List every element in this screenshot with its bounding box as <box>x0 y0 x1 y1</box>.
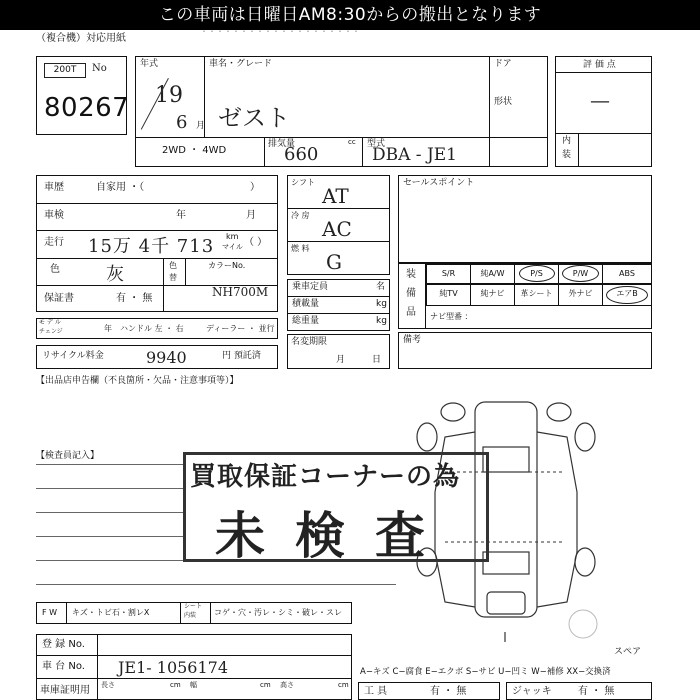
lot-tag: 200T <box>44 63 86 78</box>
pickup-notice-banner: この車両は日曜日AM8:30からの搬出となります <box>0 0 700 30</box>
recycle-unit: 円 預託済 <box>222 351 261 361</box>
equip-sr: S/R <box>426 264 471 284</box>
color-code-value: NH700M <box>212 285 269 299</box>
rear-window <box>483 552 529 574</box>
year-value: 19 <box>155 83 183 108</box>
model-value: DBA - JE1 <box>372 145 457 165</box>
equip-power-steering: P/S <box>514 264 559 284</box>
front-left-wheel <box>441 403 465 421</box>
score-label: 評 価 点 <box>583 60 616 70</box>
chassis-label: 車 台 No. <box>42 661 85 672</box>
car-name-label: 車名・グレード <box>209 59 273 69</box>
capacity-unit-0: 名 <box>376 282 386 292</box>
circle-mark-power-window <box>562 265 599 282</box>
model-change-label-1: モ デ ル <box>39 319 61 326</box>
seat-label-2: 内装 <box>184 612 197 619</box>
equip-alloy-wheel: 純A/W <box>470 264 515 284</box>
faded-header-text: ・・・・・・・・・・・・・・・・・・・・ <box>200 27 360 36</box>
warranty-value: 有 ・ 無 <box>116 293 153 304</box>
name-change-month: 月 <box>336 355 346 365</box>
capacity-unit-1: kg <box>376 299 387 309</box>
form-type-label: （複合機）対応用紙 <box>36 33 126 44</box>
dealer-notes-label: 【出品店申告欄（不良箇所・欠品・注意事項等）】 <box>36 376 239 386</box>
jack-value: 有 ・ 無 <box>578 686 615 697</box>
aircon-label: 冷 房 <box>291 211 310 220</box>
history-close: ） <box>250 182 260 193</box>
displacement-unit: cc <box>348 138 356 146</box>
equipment-label-3: 品 <box>406 307 416 318</box>
cert-length-unit: cm <box>170 681 181 689</box>
displacement-label: 排気量 <box>268 139 296 149</box>
cert-length-label: 長さ <box>101 681 115 689</box>
equip-navi: 純ナビ <box>470 284 515 306</box>
history-value: 自家用 ・（ <box>96 182 145 193</box>
nav-model-label: ナビ型番 ： <box>430 312 473 321</box>
inspection-year: 年 <box>176 210 186 221</box>
fuel-label: 燃 料 <box>291 244 310 253</box>
fw-label: F W <box>42 608 58 617</box>
door-label: ドア <box>494 59 512 69</box>
displacement-value: 660 <box>284 144 319 165</box>
cert-width-label: 幅 <box>190 681 197 689</box>
chassis-value: JE1- 1056174 <box>118 658 229 677</box>
cert-height-label: 高さ <box>280 681 294 689</box>
equip-leather-seat: 革シート <box>514 284 559 306</box>
month-value: 6 <box>176 112 188 133</box>
color-swap-2: 替 <box>169 273 177 282</box>
notes-label: 備考 <box>403 335 422 345</box>
color-code-label: カラーNo. <box>208 261 246 270</box>
equipment-label-1: 装 <box>406 269 416 280</box>
rear-bumper <box>487 592 525 614</box>
registration-label: 登 録 No. <box>42 639 85 650</box>
sales-point-box <box>398 175 652 263</box>
fuel-value: G <box>326 250 342 274</box>
lot-tag-suffix: No <box>92 63 107 74</box>
cert-height-unit: cm <box>338 681 349 689</box>
year-label: 年式 <box>140 59 159 69</box>
equip-abs: ABS <box>602 264 652 284</box>
mileage-paren: （ ） <box>244 237 268 248</box>
car-right-side <box>537 432 577 607</box>
seat-value: コゲ・穴・汚レ・シミ・破レ・スレ <box>214 608 342 617</box>
capacity-unit-2: kg <box>376 316 387 326</box>
equip-airbag: エアB <box>602 284 652 306</box>
jack-label: ジャッキ <box>512 686 552 697</box>
damage-legend: A−キズ C−腐食 E−エクボ S−サビ U−凹ミ W−補修 XX−交換済 <box>360 667 611 677</box>
history-label: 車歴 <box>44 182 64 193</box>
interior-label-2: 装 <box>562 150 572 160</box>
mileage-unit-mile: マイル <box>222 243 243 251</box>
windshield <box>483 447 529 472</box>
interior-label-1: 内 <box>562 136 572 146</box>
score-value: — <box>590 88 610 112</box>
mileage-label: 走行 <box>44 237 64 248</box>
shape-label: 形状 <box>494 97 513 107</box>
model-label: 型式 <box>367 139 386 149</box>
warranty-label: 保証書 <box>44 293 74 304</box>
equip-power-window: P/W <box>558 264 603 284</box>
certificate-label: 車庫証明用 <box>40 685 90 696</box>
seat-label-1: シート <box>184 603 203 610</box>
equip-external-navi: 外ナビ <box>558 284 603 306</box>
cert-width-unit: cm <box>260 681 271 689</box>
capacity-label-2: 総重量 <box>292 316 320 326</box>
handle-label: ハンドル 左 ・ 右 <box>120 324 184 333</box>
stamp-main-text: 未検査 <box>215 507 455 565</box>
shift-label: シフト <box>291 178 315 187</box>
equip-tv: 純TV <box>426 284 471 306</box>
recycle-label: リサイクル料金 <box>42 351 104 361</box>
name-change-label: 名変期限 <box>291 337 328 347</box>
drive-type: 2WD ・ 4WD <box>162 145 227 156</box>
circle-mark-airbag <box>606 286 648 304</box>
inspector-label: 【検査員記入】 <box>36 451 100 461</box>
lot-number: 80267 <box>44 93 130 123</box>
name-change-day: 日 <box>372 355 382 365</box>
stamp-top-text: 買取保証コーナーの為 <box>190 462 461 492</box>
inspection-label: 車検 <box>44 210 64 221</box>
shift-value: AT <box>322 184 349 208</box>
fw-value: キズ・トビ石・割レX <box>72 608 150 617</box>
color-label: 色 <box>50 264 60 275</box>
recycle-value: 9940 <box>146 348 187 367</box>
capacity-label-1: 積載量 <box>292 299 320 309</box>
left-front-tire <box>417 423 437 451</box>
tools-value: 有 ・ 無 <box>430 686 467 697</box>
color-value: 灰 <box>106 264 124 285</box>
right-front-tire <box>575 423 595 451</box>
aircon-value: AC <box>322 217 352 241</box>
capacity-label-0: 乗車定員 <box>292 282 329 292</box>
equipment-label-2: 備 <box>406 288 416 299</box>
spare-circle <box>569 610 597 638</box>
sales-point-label: セールスポイント <box>403 178 475 188</box>
tools-label: 工 具 <box>364 686 388 697</box>
mileage-value: 15万 4千 713 <box>88 236 215 257</box>
spare-label: スペア <box>614 647 642 657</box>
month-unit: 月 <box>196 121 206 131</box>
inspection-month: 月 <box>246 210 256 221</box>
car-name: ゼスト <box>218 104 290 132</box>
front-right-wheel <box>547 403 571 421</box>
color-swap-1: 色 <box>169 261 177 270</box>
circle-mark-power-steering <box>519 265 555 282</box>
model-change-year: 年 <box>104 324 112 333</box>
model-change-label-2: チェンジ <box>39 328 63 335</box>
notes-box <box>398 332 652 369</box>
dealer-parallel-label: ディーラー ・ 並行 <box>206 324 275 333</box>
right-rear-tire <box>575 548 595 576</box>
mileage-unit-km: km <box>226 232 239 241</box>
